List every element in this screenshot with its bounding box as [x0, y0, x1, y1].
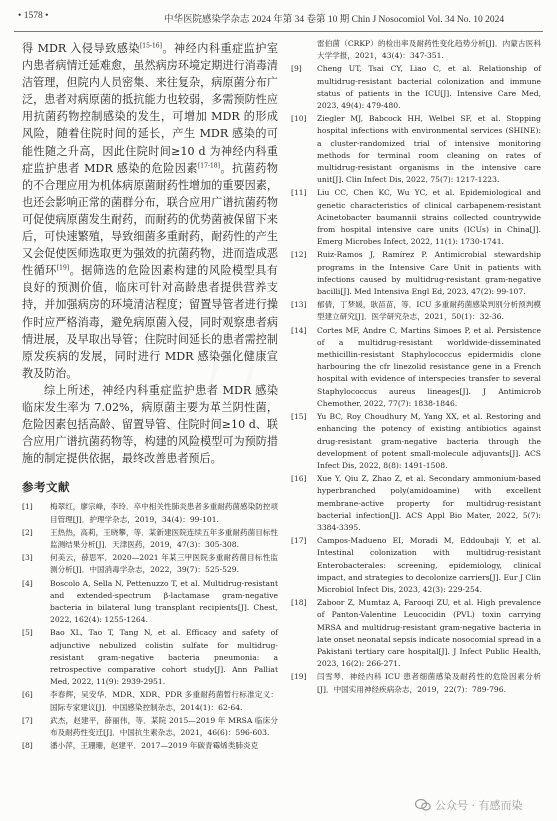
reference-item: [9] Cheng UT, Tsai CY, Liao C, et al. Relationship of multidrug-resistant bacterial colonization and immune status of patients in the ICU[J]. Intensive Care Med, 2023, 49(4): 479-480.: [291, 64, 541, 111]
reference-item: [19] 闫雪琴．神经内科 ICU 患者细菌感染及耐药性的危险因素分析[J]．中国实用神经疾病杂志，2019，22(7)：789-796.: [291, 672, 541, 694]
reference-item: [11] Liu CC, Chen KC, Wu YC, et al. Epidemiological and genetic characteristics of clinical carbapenem-resistant Acinetobacter baumannii strains collected countrywide from hospital intensive care units (ICUs) in China[J]. Emerg Microbes Infect, 2022, 11(1): 1730-1741.: [291, 188, 541, 247]
reference-item: [1] 梅翠红，廖宗峰，李玲．卒中相关性肺炎患者多重耐药菌感染防控项目管理[J]．护理学杂志，2019，34(4)：99-101.: [22, 502, 278, 524]
reference-item: [16] Xue Y, Qiu Z, Zhao Z, et al. Secondary ammonium-based hyperbranched poly(amidoamine) with excellent membrane-active property for multidrug-resistant bacterial infection[J]. ACS Appl Bio Mater, 2022, 5(7): 3384-3395.: [291, 474, 541, 532]
conclusion-paragraph: 综上所述，神经内科重症监护患者 MDR 感染临床发生率为 7.02%，病原菌主要为革兰阴性菌，危险因素包括高龄、留置导管、住院时间≥10 d、联合应用广谱抗菌药物等，构建的风险模型可为预防措施的制定提供依据，最终改善患者预后。: [22, 383, 278, 466]
wechat-watermark: [415, 797, 523, 813]
discussion-paragraph: 得 MDR 入侵导致感染[15-16]。神经内科重症监护室内患者病情迁延难愈，虽然病房环境定期进行消毒清洁管理，但院内人员密集、来往复杂，病原菌分布广泛，患者对病原菌的抵抗能力也较弱，多需预防性应用抗菌药物控制感染的发生，可增加 MDR 的形成风险，随着住院时间的延长，产生 MDR 感染的可能性随之升高，因此住院时间≥10 d 为神经内科重症监护患者 MDR 感染的危险因素[17-18]。抗菌药物的不合理应用为机体病原菌耐药性增加的重要因素，也还会影响正常的菌群分布，联合应用广谱抗菌药物可促使病原菌发生耐药，而耐药的优势菌被保留下来后，可快速繁殖，导致细菌多重耐药，耐药性的产生又会促使医师选取更为强效的抗菌药物，进而造成恶性循环[19]。据筛选的危险因素构建的风险模型具有良好的预测价值，临床可针对高龄患者提供营养支持，并加强病房的环境清洁程度；留置导管者进行操作时应严格消毒，避免病原菌入侵，同时观察患者病情进展，及早取出导管；住院时间延长的患者需控制原发疾病的发展，同时进行 MDR 感染强化健康宣教及防治。: [22, 42, 278, 380]
reference-item: [18] Zaboor Z, Mumtaz A, Farooqi ZU, et al. High prevalence of Panton-Valentine Leucocidin (PVL) toxin carrying MRSA and multidrug-resistant gram-negative bacteria in late onset neonatal sepsis indicate nosocomial spread in a Pakistani tertiary care hospital[J]. J Infect Public Health, 2023, 16(2): 266-271.: [291, 598, 541, 669]
reference-item: [8] 潘小萍，王珊珊，赵建平．2017—2019 年碳青霉烯类肺炎克: [22, 741, 259, 751]
reference-continuation: 雷伯菌（CRKP）的检出率及耐药性变化趋势分析[J]．内蒙古医科大学学报，2021，43(4)：347-351.: [317, 39, 541, 61]
reference-item: [3] 何美云，薛思军．2020—2021 年某三甲医院多重耐药菌目标性监测分析[J]．中国消毒学杂志，2022，39(7)：525-529.: [22, 553, 278, 575]
reference-item: [15] Yu BC, Roy Choudhury M, Yang XX, et al. Restoring and enhancing the potency of existing antibiotics against drug-resistant gram-negative bacteria through the development of potent small-molecule adjuvants[J]. ACS Infect Dis, 2022, 8(8): 1491-1508.: [291, 412, 541, 470]
reference-item: [5] Bao XL, Tao T, Tang N, et al. Efficacy and safety of adjunctive nebulized colistin sulfate for multidrug-resistant gram-negative bacteria pneumonia: a retrospective comparative cohort study[J]. Ann Palliat Med, 2022, 11(9): 2939-2951.: [22, 628, 278, 687]
page-header: [14, 10, 543, 26]
journal-title: 中华医院感染学杂志 2024 年第 34 卷第 10 期 Chin J Nosocomiol Vol. 34 No. 10 2024: [164, 15, 505, 25]
reference-item: [7] 武杰，赵建平，薛丽伟，等．某院 2015—2019 年 MRSA 临床分布及耐药性变迁[J]．中国抗生素杂志，2021，46(6)：596-603.: [22, 715, 278, 737]
wechat-icon: [415, 799, 431, 811]
reference-item: [10] Ziegler MJ, Babcock HH, Welbel SF, et al. Stopping hospital infections with environmental services (SHINE): a cluster-randomized trial of intensive monitoring methods for terminal room cleaning on rates of multidrug-resistant organisms in the intensive care unit[J]. Clin Infect Dis, 2022, 75(7): 1217-1223.: [291, 114, 541, 185]
citation: [15-16]: [139, 42, 162, 50]
watermark-text: 公众号 · 有感而染: [435, 799, 523, 812]
reference-item: [2] 王热热，高莉，王晓攀，等．某新建医院连续五年多重耐药菌目标性监测结果分析[J]．天津医药，2019，47(3)：305-308.: [22, 527, 278, 549]
citation: [19]: [56, 264, 70, 272]
header-rule: [14, 31, 543, 32]
reference-item: [6] 李春辉，吴安华．MDR、XDR、PDR 多重耐药菌暂行标准定义：国际专家建议[J]．中国感染控制杂志，2014(1)：62-64.: [22, 690, 278, 712]
page-number: • 1578 •: [18, 11, 49, 21]
reference-item: [12] Ruiz-Ramos J, Ramírez P. Antimicrobial stewardship programs in the Intensive Care Unit in patients with infections caused by multidrug-resistant gram-negative bacilli[J]. Med Intensiva Engl Ed, 2023, 47(2): 99-107.: [291, 250, 541, 297]
reference-list-left: [22, 501, 278, 752]
right-column: [291, 38, 541, 697]
citation: [17-18]: [197, 161, 220, 169]
references-heading: 参考文献: [22, 480, 70, 495]
reference-item: [13] 郁倩，丁梦媛，耿苗苗，等．ICU 多重耐药菌感染判别分析预判模型建立研究[J]．医学研究杂志，2021，50(1)：32-36.: [291, 300, 541, 322]
reference-item: [14] Cortes MF, Andre C, Martins Simoes P, et al. Persistence of a multidrug-resistant worldwide-disseminated methicillin-resistant Staphylococcus epidermidis clone harbouring the cfr linezolid resistance gene in a French hospital with evidence of interspecies transfer to several Staphylococcus aureus lineages[J]. J Antimicrob Chemother, 2022, 77(7): 1838-1846.: [291, 325, 541, 408]
reference-item: [17] Campos-Madueno EI, Moradi M, Eddoubaji Y, et al. Intestinal colonization with multidrug-resistant Enterobacterales: screening, epidemiology, clinical impact, and strategies to decolonize carriers[J]. Eur J Clin Microbiol Infect Dis, 2023, 42(3): 229-254.: [291, 536, 541, 594]
reference-item: [4] Boscolo A, Sella N, Pettenuzzo T, et al. Multidrug-resistant and extended-spectrum β-lactamase gram-negative bacteria in bilateral lung transplant recipients[J]. Chest, 2022, 162(4): 1255-1264.: [22, 578, 278, 625]
left-column: [22, 40, 278, 753]
